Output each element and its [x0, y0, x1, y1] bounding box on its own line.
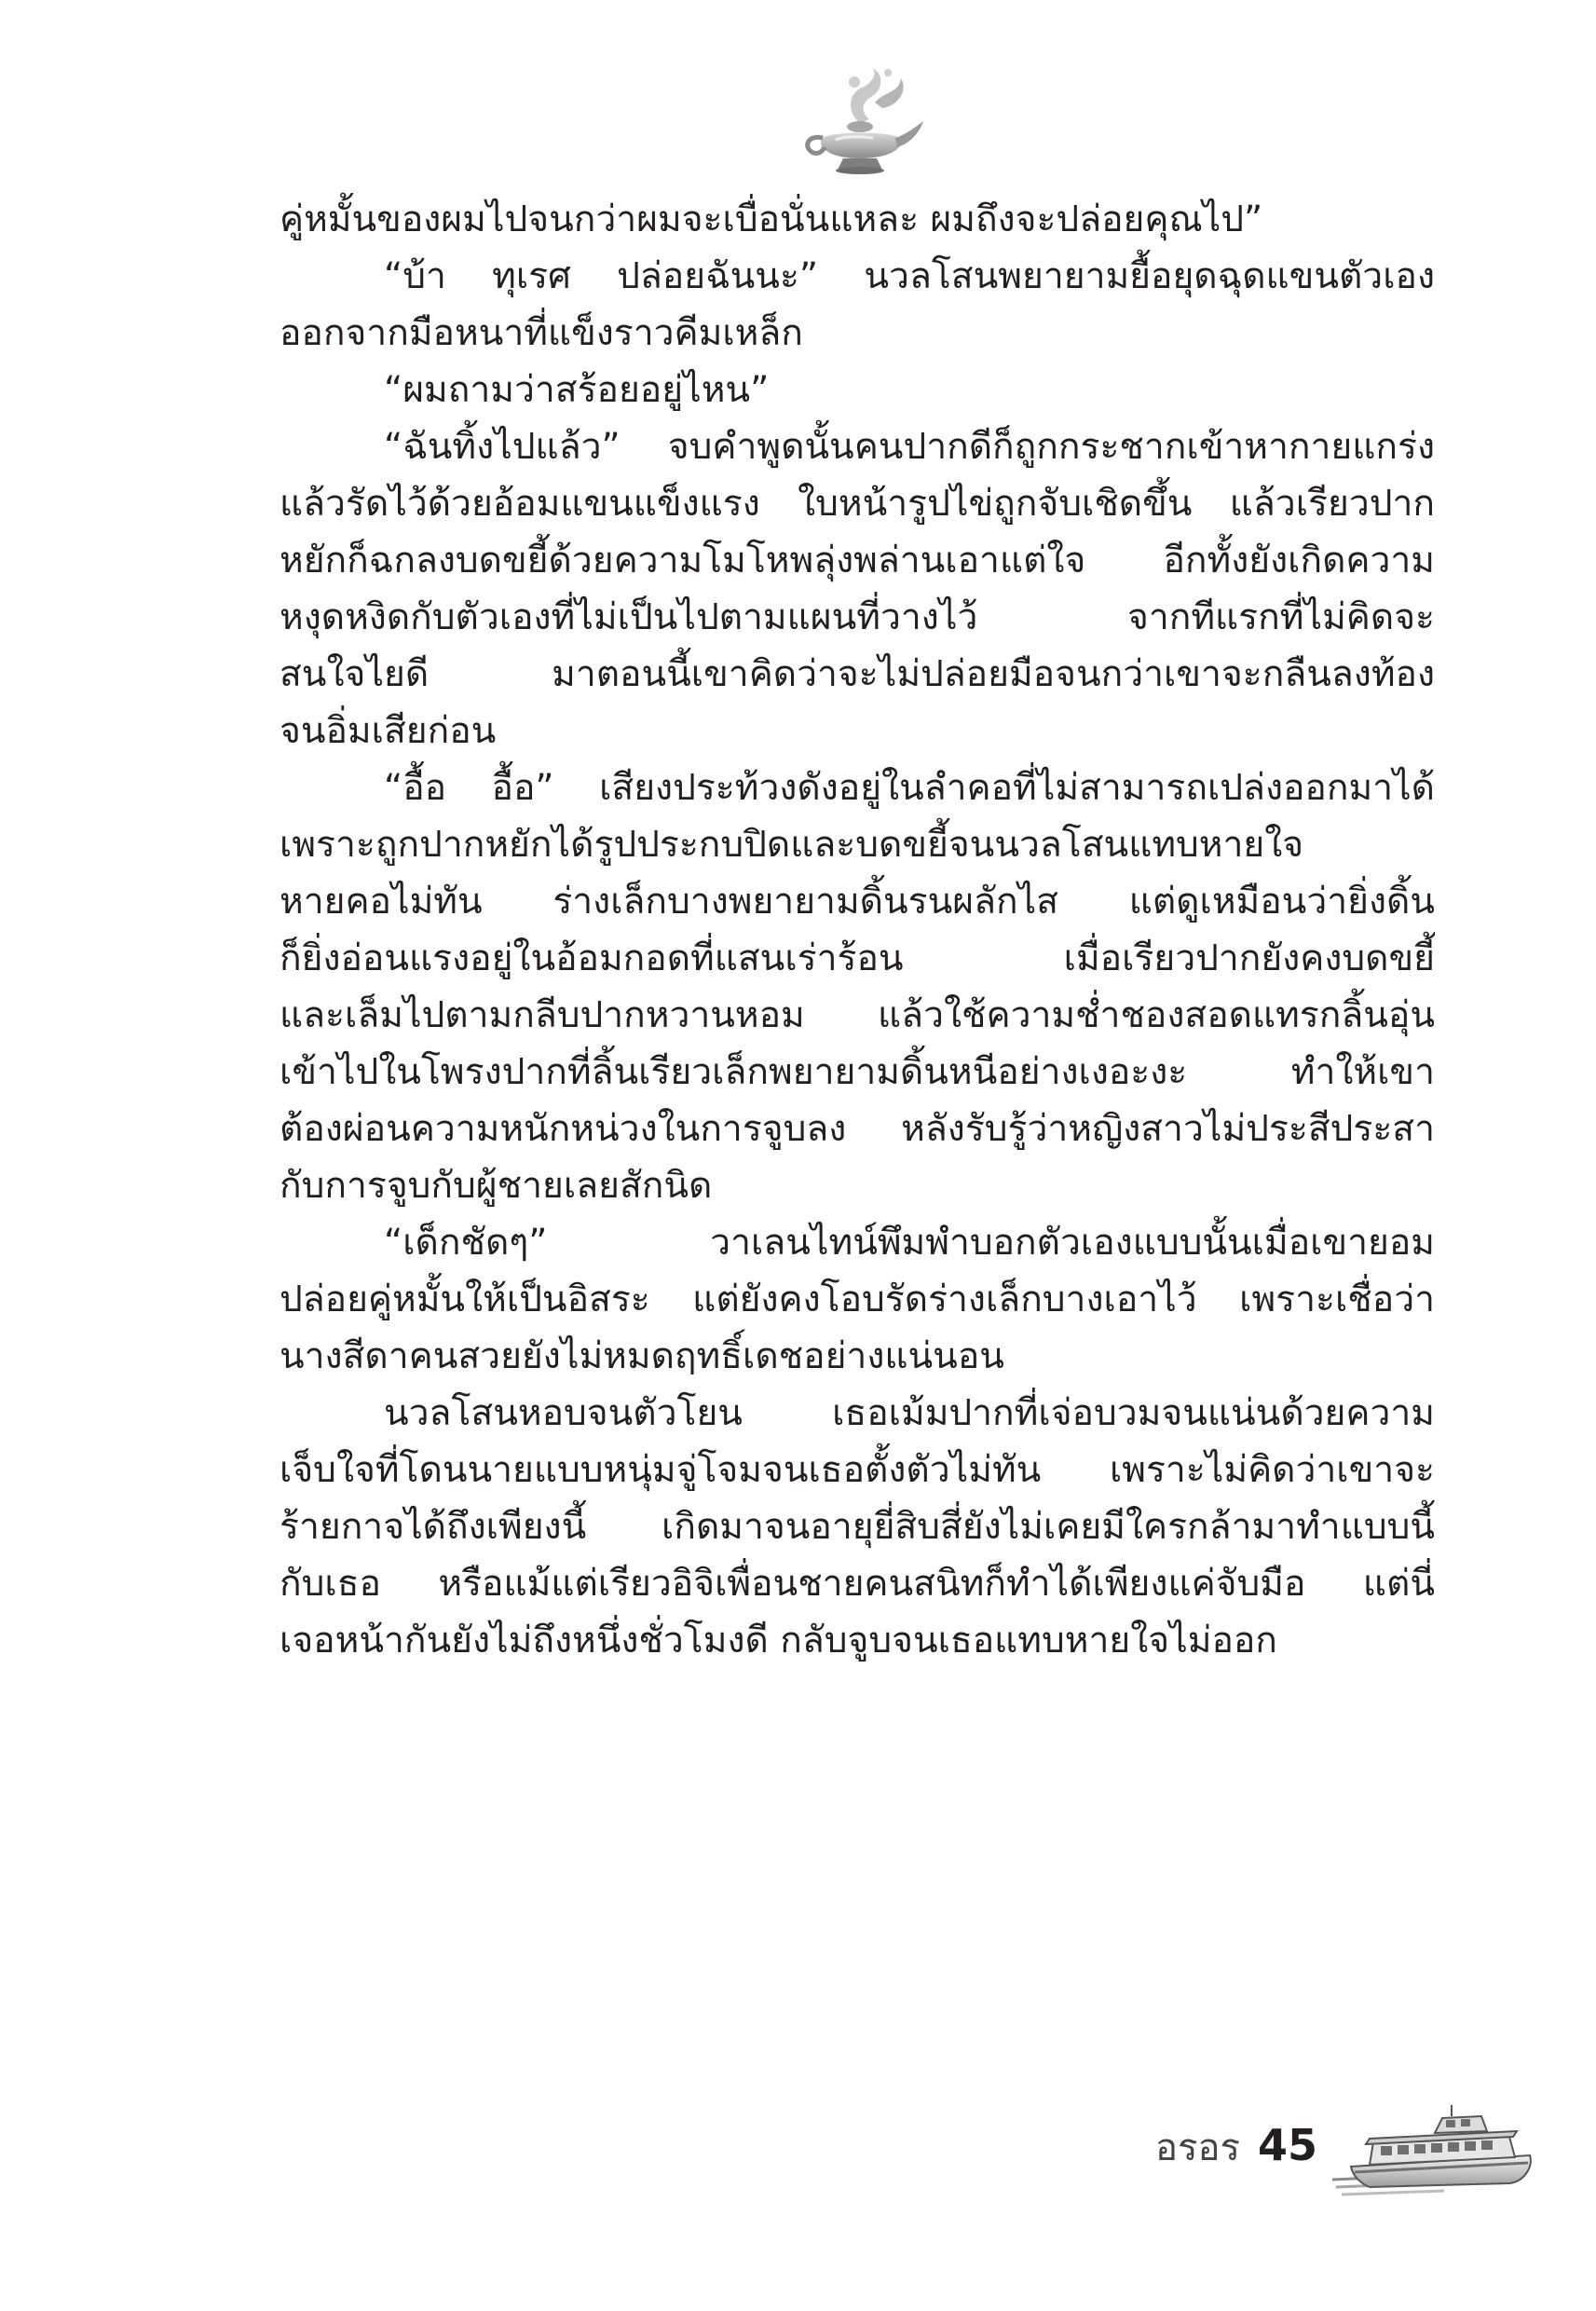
text-line: “ฉันทิ้งไปแล้ว” จบคำพูดนั้นคนปากดีก็ถูกกระชากเข้าหากายแกร่ง [384, 426, 1435, 468]
text-line: “เด็กชัดๆ” วาเลนไทน์พึมพำบอกตัวเองแบบนั้นเมื่อเขายอม [384, 1222, 1435, 1264]
text-line: หายคอไม่ทัน ร่างเล็กบางพยายามดิ้นรนผลักไส แต่ดูเหมือนว่ายิ่งดิ้น [280, 881, 1435, 923]
text-line: เจ็บใจที่โดนนายแบบหนุ่มจู่โจมจนเธอตั้งตัวไม่ทัน เพราะไม่คิดว่าเขาจะ [280, 1449, 1435, 1491]
text-line: นวลโสนหอบจนตัวโยน เธอเม้มปากที่เจ่อบวมจนแน่นด้วยความ [384, 1392, 1435, 1434]
text-line: คู่หมั้นของผมไปจนกว่าผมจะเบื่อนั่นแหละ ผมถึงจะปล่อยคุณไป” [280, 198, 1263, 240]
boat-icon [1332, 2101, 1547, 2204]
book-title: อรอร [1155, 2126, 1241, 2169]
text-line: นางสีดาคนสวยยังไม่หมดฤทธิ์เดชอย่างแน่นอน [280, 1335, 1004, 1377]
text-line: เพราะถูกปากหยักได้รูปประกบปิดและบดขยี้จนนวลโสนแทบหายใจ [280, 824, 1304, 866]
text-line: “ผมถามว่าสร้อยอยู่ไหน” [384, 369, 770, 411]
text-line: สนใจไยดี มาตอนนี้เขาคิดว่าจะไม่ปล่อยมือจนกว่าเขาจะกลืนลงท้อง [280, 653, 1435, 695]
text-line: กับการจูบกับผู้ชายเลยสักนิด [280, 1165, 713, 1207]
text-line: กับเธอ หรือแม้แต่เรียวอิจิเพื่อนชายคนสนิทก็ทำได้เพียงแค่จับมือ แต่นี่ [280, 1563, 1435, 1605]
text-line: หงุดหงิดกับตัวเองที่ไม่เป็นไปตามแผนที่วางไว้ จากทีแรกที่ไม่คิดจะ [280, 596, 1435, 638]
text-line: หยักก็ฉกลงบดขยี้ด้วยความโมโหพลุ่งพล่านเอาแต่ใจ อีกทั้งยังเกิดความ [280, 540, 1435, 581]
text-line: “บ้า ทุเรศ ปล่อยฉันนะ” นวลโสนพยายามยื้อยุดฉุดแขนตัวเอง [384, 255, 1435, 297]
text-line: ร้ายกาจได้ถึงเพียงนี้ เกิดมาจนอายุยี่สิบสี่ยังไม่เคยมีใครกล้ามาทำแบบนี้ [280, 1506, 1435, 1548]
page-footer [1155, 2101, 1547, 2204]
text-line: ออกจากมือหนาที่แข็งราวคีมเหล็ก [280, 312, 803, 354]
body-text [280, 191, 1435, 1669]
text-line: เข้าไปในโพรงปากที่ลิ้นเรียวเล็กพยายามดิ้นหนีอย่างเงอะงะ ทำให้เขา [280, 1051, 1435, 1093]
genie-lamp-icon [795, 65, 925, 177]
text-line: แล้วรัดไว้ด้วยอ้อมแขนแข็งแรง ใบหน้ารูปไข่ถูกจับเชิดขึ้น แล้วเรียวปาก [280, 483, 1435, 525]
text-line: ต้องผ่อนความหนักหน่วงในการจูบลง หลังรับรู้ว่าหญิงสาวไม่ประสีประสา [280, 1108, 1435, 1150]
page-number: 45 [1258, 2120, 1318, 2170]
text-line: ปล่อยคู่หมั้นให้เป็นอิสระ แต่ยังคงโอบรัดร่างเล็กบางเอาไว้ เพราะเชื่อว่า [280, 1279, 1435, 1320]
text-line: จนอิ่มเสียก่อน [280, 710, 497, 752]
text-line: และเล็มไปตามกลีบปากหวานหอม แล้วใช้ความช่ำชองสอดแทรกลิ้นอุ่น [280, 994, 1435, 1036]
text-line: “อื้อ อื้อ” เสียงประท้วงดังอยู่ในลำคอที่ไม่สามารถเปล่งออกมาได้ [384, 767, 1435, 809]
text-line: เจอหน้ากันยังไม่ถึงหนึ่งชั่วโมงดี กลับจูบจนเธอแทบหายใจไม่ออก [280, 1620, 1277, 1661]
text-line: ก็ยิ่งอ่อนแรงอยู่ในอ้อมกอดที่แสนเร่าร้อน เมื่อเรียวปากยังคงบดขยี้ [280, 937, 1435, 979]
